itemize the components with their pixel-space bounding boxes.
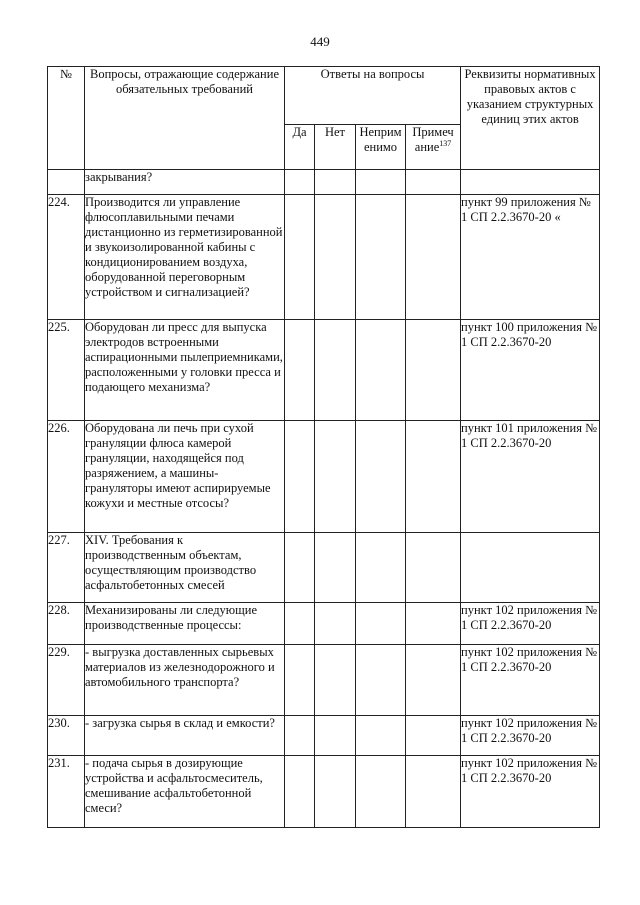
answer-no-cell — [315, 195, 356, 320]
answer-yes-cell — [285, 716, 315, 756]
table-row — [48, 533, 600, 603]
table-row — [48, 170, 600, 195]
row-requisites: пункт 102 приложения № 1 СП 2.2.3670-20 — [461, 716, 600, 756]
header-note: Примеч ание$^{137}$ — [406, 125, 461, 170]
row-question: Механизированы ли следующие производственные процессы: — [85, 603, 285, 645]
row-question: Производится ли управление флюсоплавильными печами дистанционно из герметизированной и звукоизолированной кабины с кондиционированием воздуха, оборудованной переговорным устройством и сигнализацией? — [85, 195, 285, 320]
answer-no-cell — [315, 421, 356, 533]
answer-note-cell — [406, 195, 461, 320]
answer-note-cell — [406, 603, 461, 645]
answer-no-cell — [315, 756, 356, 828]
row-requisites: пункт 102 приложения № 1 СП 2.2.3670-20 — [461, 645, 600, 716]
answer-yes-cell — [285, 603, 315, 645]
row-question: Оборудован ли пресс для выпуска электродов встроенными аспирационными пылеприемниками, расположенными у головки пресса и подающего механизма? — [85, 320, 285, 421]
answer-note-cell — [406, 716, 461, 756]
answer-yes-cell — [285, 645, 315, 716]
answer-no-cell — [315, 320, 356, 421]
row-number: 231. — [48, 756, 85, 828]
answer-na-cell — [356, 170, 406, 195]
row-question: - подача сырья в дозирующие устройства и асфальтосмеситель, смешивание асфальтобетонной смеси? — [85, 756, 285, 828]
row-requisites: пункт 102 приложения № 1 СП 2.2.3670-20 — [461, 756, 600, 828]
row-number: 226. — [48, 421, 85, 533]
answer-note-cell — [406, 320, 461, 421]
header-yes: Да — [285, 125, 315, 170]
answer-yes-cell — [285, 421, 315, 533]
answer-na-cell — [356, 320, 406, 421]
answer-no-cell — [315, 645, 356, 716]
header-number: № — [48, 67, 85, 170]
row-question: XIV. Требования к производственным объектам, осуществляющим производство асфальтобетонных смесей — [85, 533, 285, 603]
table-row — [48, 645, 600, 716]
table-row — [48, 756, 600, 828]
row-number: 228. — [48, 603, 85, 645]
answer-na-cell — [356, 421, 406, 533]
header-answers: Ответы на вопросы — [285, 67, 461, 125]
row-number: 230. — [48, 716, 85, 756]
table-row — [48, 603, 600, 645]
answer-yes-cell — [285, 170, 315, 195]
answer-note-cell — [406, 170, 461, 195]
row-number: 224. — [48, 195, 85, 320]
answer-na-cell — [356, 195, 406, 320]
header-no: Нет — [315, 125, 356, 170]
row-requisites: пункт 102 приложения № 1 СП 2.2.3670-20 — [461, 603, 600, 645]
footnote-mark: 137 — [439, 138, 452, 148]
answer-no-cell — [315, 603, 356, 645]
answer-na-cell — [356, 716, 406, 756]
answer-note-cell — [406, 756, 461, 828]
answer-no-cell — [315, 170, 356, 195]
row-question: закрывания? — [85, 170, 285, 195]
table-row — [48, 320, 600, 421]
answer-yes-cell — [285, 756, 315, 828]
table-row — [48, 195, 600, 320]
answer-na-cell — [356, 645, 406, 716]
row-requisites: пункт 99 приложения № 1 СП 2.2.3670-20 « — [461, 195, 600, 320]
row-question: Оборудована ли печь при сухой грануляции флюса камерой грануляции, находящейся под разряжением, а машины-грануляторы имеют аспирируемые кожухи и местные отсосы? — [85, 421, 285, 533]
table-row — [48, 421, 600, 533]
answer-yes-cell — [285, 533, 315, 603]
checklist-table — [47, 66, 600, 828]
table-body — [48, 170, 600, 828]
answer-note-cell — [406, 645, 461, 716]
page-number: 449 — [310, 34, 330, 49]
row-requisites: пункт 101 приложения № 1 СП 2.2.3670-20 — [461, 421, 600, 533]
row-requisites — [461, 170, 600, 195]
answer-yes-cell — [285, 320, 315, 421]
header-not-applicable: Неприм енимо — [356, 125, 406, 170]
row-requisites — [461, 533, 600, 603]
answer-no-cell — [315, 716, 356, 756]
row-number: 225. — [48, 320, 85, 421]
row-requisites: пункт 100 приложения № 1 СП 2.2.3670-20 — [461, 320, 600, 421]
answer-na-cell — [356, 533, 406, 603]
table-row — [48, 716, 600, 756]
answer-na-cell — [356, 756, 406, 828]
row-question: - загрузка сырья в склад и емкости? — [85, 716, 285, 756]
header-question: Вопросы, отражающие содержание обязательных требований — [85, 67, 285, 170]
answer-yes-cell — [285, 195, 315, 320]
row-number: 229. — [48, 645, 85, 716]
row-question: - выгрузка доставленных сырьевых материалов из железнодорожного и автомобильного транспорта? — [85, 645, 285, 716]
answer-note-cell — [406, 421, 461, 533]
row-number — [48, 170, 85, 195]
answer-note-cell — [406, 533, 461, 603]
row-number: 227. — [48, 533, 85, 603]
answer-no-cell — [315, 533, 356, 603]
answer-na-cell — [356, 603, 406, 645]
header-requisites: Реквизиты нормативных правовых актов с указанием структурных единиц этих актов — [461, 67, 600, 170]
